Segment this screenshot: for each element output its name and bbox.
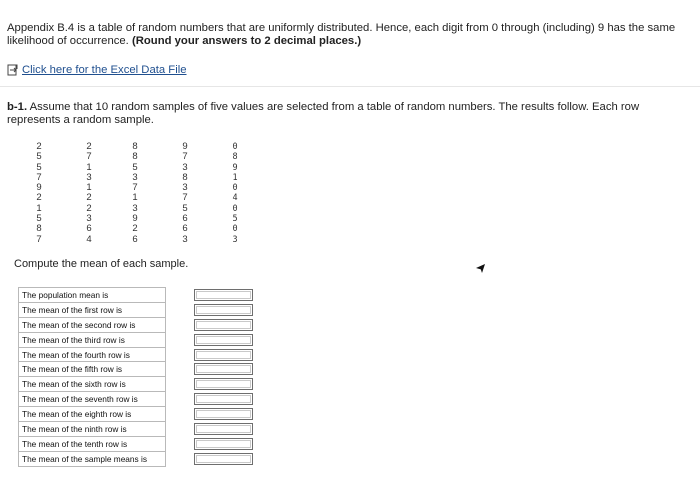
answer-row-label: The mean of the eighth row is xyxy=(19,407,166,422)
sample-value: 6 xyxy=(132,233,138,245)
answer-row xyxy=(19,302,254,317)
answer-input[interactable] xyxy=(194,378,253,390)
answer-row-label: The mean of the second row is xyxy=(19,317,166,332)
answer-row xyxy=(19,422,254,437)
sample-value: 8 xyxy=(132,151,138,163)
answer-row-label: The mean of the seventh row is xyxy=(19,392,166,407)
answer-row xyxy=(19,362,254,377)
sample-value: 6 xyxy=(182,223,188,235)
answer-input[interactable] xyxy=(194,408,253,420)
sample-value: 8 xyxy=(182,171,188,183)
answer-input[interactable] xyxy=(194,363,253,375)
sample-column-5 xyxy=(230,142,240,245)
sample-value: 1 xyxy=(132,192,138,204)
excel-data-link[interactable] xyxy=(7,64,187,76)
answer-row xyxy=(19,436,254,451)
sample-value: 9 xyxy=(182,141,188,152)
sample-value: 4 xyxy=(232,193,238,204)
sample-value: 1 xyxy=(232,172,238,183)
answer-row-label: The mean of the ninth row is xyxy=(19,422,166,437)
sample-value: 2 xyxy=(86,192,92,204)
sample-value: 9 xyxy=(36,182,42,194)
question-body: Assume that 10 random samples of five values are selected from a table of random numbers. The results follow. Each row represents a random sample. xyxy=(7,101,640,126)
sample-value: 6 xyxy=(86,223,92,235)
answer-input[interactable] xyxy=(194,349,253,361)
compute-instruction: Compute the mean of each sample. xyxy=(14,258,189,270)
answer-row xyxy=(19,347,254,362)
answer-row xyxy=(19,392,254,407)
sample-value: 8 xyxy=(36,223,42,235)
sample-value: 9 xyxy=(132,213,138,225)
answer-input[interactable] xyxy=(194,334,253,346)
sample-value: 4 xyxy=(86,233,92,245)
sample-value: 8 xyxy=(232,152,238,163)
sample-value: 3 xyxy=(132,202,138,214)
sample-value: 3 xyxy=(86,171,92,183)
sample-value: 2 xyxy=(36,141,42,152)
answer-input[interactable] xyxy=(194,289,253,301)
answer-input-cell xyxy=(166,407,254,422)
answer-input-cell xyxy=(166,377,254,392)
answer-row-label: The mean of the first row is xyxy=(19,302,166,317)
sample-value: 2 xyxy=(132,223,138,235)
instructions-body: Appendix B.4 is a table of random numbers that are uniformly distributed. Hence, each digit from 0 through (including) 9 has the same likelihood of occurrence. xyxy=(7,22,676,47)
answer-input-cell xyxy=(166,362,254,377)
sample-value: 0 xyxy=(232,203,238,214)
answer-input-cell xyxy=(166,317,254,332)
answer-row xyxy=(19,317,254,332)
answer-input-cell xyxy=(166,347,254,362)
sample-value: 5 xyxy=(182,202,188,214)
sample-value: 7 xyxy=(86,151,92,163)
sample-value: 2 xyxy=(36,192,42,204)
answer-input[interactable] xyxy=(194,438,253,450)
sample-column-2 xyxy=(84,142,94,245)
document-icon xyxy=(7,64,19,76)
answer-input-cell xyxy=(166,332,254,347)
sample-value: 1 xyxy=(86,182,92,194)
sample-value: 2 xyxy=(86,141,92,152)
sample-value: 5 xyxy=(36,151,42,163)
sample-value: 3 xyxy=(182,182,188,194)
answer-input[interactable] xyxy=(194,319,253,331)
sample-value: 7 xyxy=(182,192,188,204)
sample-value: 3 xyxy=(182,161,188,173)
sample-value: 3 xyxy=(232,234,238,245)
sample-value: 3 xyxy=(86,213,92,225)
sample-value: 7 xyxy=(132,182,138,194)
sample-value: 3 xyxy=(182,233,188,245)
sample-column-1 xyxy=(34,142,44,245)
answer-row xyxy=(19,288,254,303)
answer-input-cell xyxy=(166,422,254,437)
answer-input-cell xyxy=(166,451,254,466)
answer-input[interactable] xyxy=(194,304,253,316)
answer-row-label: The mean of the tenth row is xyxy=(19,436,166,451)
answer-input-cell xyxy=(166,392,254,407)
question-text xyxy=(7,101,657,127)
sample-value: 5 xyxy=(36,161,42,173)
sample-value: 0 xyxy=(232,142,238,152)
sample-value: 5 xyxy=(132,161,138,173)
answer-row-label: The mean of the third row is xyxy=(19,332,166,347)
answer-row-label: The mean of the sample means is xyxy=(19,451,166,466)
answer-row xyxy=(19,451,254,466)
answer-table xyxy=(18,287,254,467)
answer-input-cell xyxy=(166,436,254,451)
answer-row-label: The population mean is xyxy=(19,288,166,303)
sample-value: 7 xyxy=(182,151,188,163)
answer-input-cell xyxy=(166,288,254,303)
mouse-cursor-icon xyxy=(476,264,486,274)
excel-link-label[interactable]: Click here for the Excel Data File xyxy=(22,64,187,76)
sample-value: 0 xyxy=(232,224,238,235)
answer-row-label: The mean of the sixth row is xyxy=(19,377,166,392)
sample-value: 2 xyxy=(86,202,92,214)
rounding-note: (Round your answers to 2 decimal places.) xyxy=(131,35,362,47)
answer-input[interactable] xyxy=(194,453,253,465)
sample-value: 3 xyxy=(132,171,138,183)
sample-value: 6 xyxy=(182,213,188,225)
sample-value: 7 xyxy=(36,171,42,183)
instructions-text xyxy=(7,22,687,48)
answer-input[interactable] xyxy=(194,393,253,405)
answer-row-label: The mean of the fourth row is xyxy=(19,347,166,362)
sample-value: 5 xyxy=(36,213,42,225)
sample-value: 0 xyxy=(232,183,238,194)
section-divider xyxy=(0,86,700,87)
answer-row xyxy=(19,332,254,347)
sample-value: 8 xyxy=(132,141,138,152)
answer-input-cell xyxy=(166,302,254,317)
question-label: b-1. xyxy=(7,101,28,113)
sample-value: 7 xyxy=(36,233,42,245)
sample-value: 1 xyxy=(36,202,42,214)
sample-value: 5 xyxy=(232,214,238,225)
answer-row-label: The mean of the fifth row is xyxy=(19,362,166,377)
sample-column-3 xyxy=(130,142,140,245)
sample-value: 1 xyxy=(86,161,92,173)
sample-value: 9 xyxy=(232,162,238,173)
answer-row xyxy=(19,377,254,392)
sample-column-4 xyxy=(180,142,190,245)
answer-row xyxy=(19,407,254,422)
answer-input[interactable] xyxy=(194,423,253,435)
